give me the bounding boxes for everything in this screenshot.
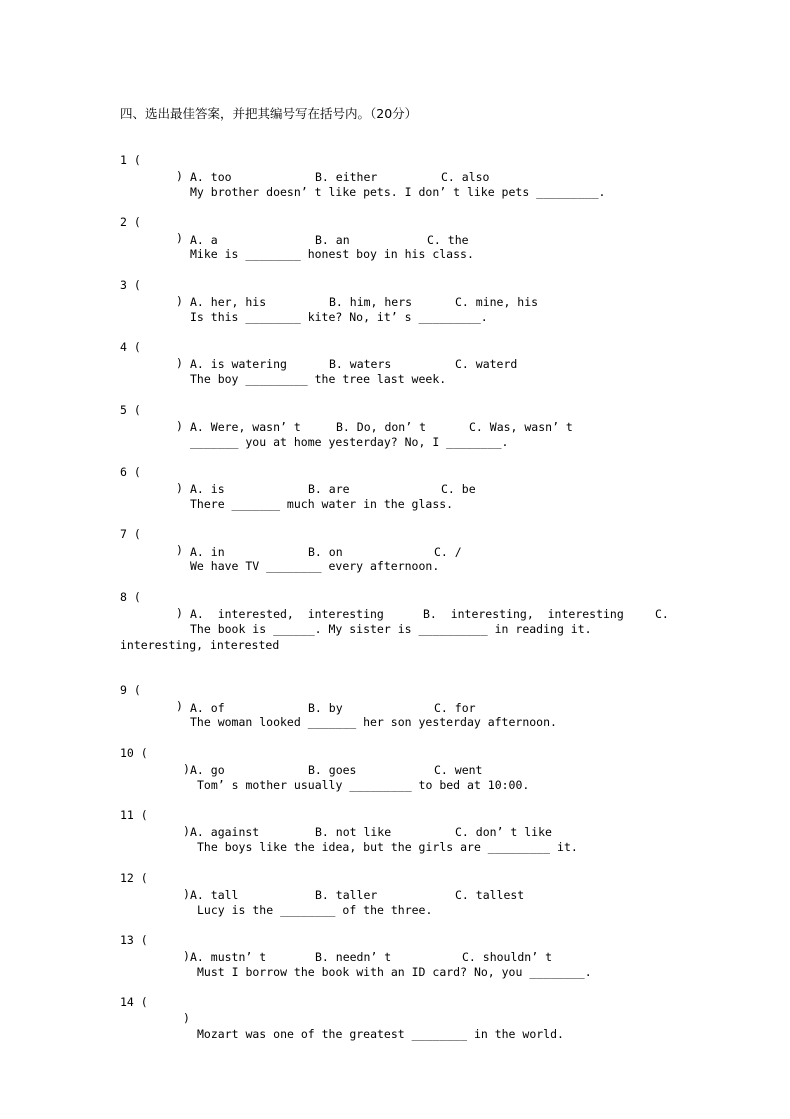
answer-bracket-close: ) — [176, 481, 183, 495]
option-b: B. on — [308, 545, 343, 559]
question-text: The boys like the idea, but the girls are _________ it. — [197, 840, 578, 854]
option-b: B. Do, don’ t — [336, 420, 427, 434]
option-a: A. tall — [190, 888, 239, 902]
option-c: C. — [655, 607, 669, 621]
question-number: 10 ( — [120, 746, 148, 760]
question-number: 5 ( — [120, 403, 141, 417]
option-a: A. mustn’ t — [190, 950, 267, 964]
question-text: Lucy is the ________ of the three. — [197, 903, 433, 917]
question-text: Is this ________ kite? No, it’ s _________. — [190, 310, 488, 324]
question-number: 7 ( — [120, 527, 141, 541]
option-a: A. against — [190, 825, 260, 839]
question-number: 3 ( — [120, 278, 141, 292]
answer-bracket-close: ) — [176, 543, 183, 557]
answer-bracket-close: ) — [176, 294, 183, 308]
option-c: C. be — [441, 482, 476, 496]
option-b: B. by — [308, 701, 343, 715]
option-c-continuation: interesting, interested — [120, 638, 280, 652]
answer-bracket-close: ) — [176, 606, 183, 620]
option-a: A. is watering — [190, 357, 287, 371]
question-text: Tom’ s mother usually _________ to bed at 10:00. — [197, 778, 530, 792]
option-c: C. the — [427, 233, 469, 247]
question-text: There _______ much water in the glass. — [190, 497, 454, 511]
option-c: C. / — [434, 545, 462, 559]
question-text: Mozart was one of the greatest ________ in the world. — [197, 1027, 564, 1041]
option-c: C. went — [434, 763, 483, 777]
option-b: B. needn’ t — [315, 950, 392, 964]
option-c: C. mine, his — [455, 295, 539, 309]
question-number: 14 ( — [120, 995, 148, 1009]
option-a: A. a — [190, 233, 218, 247]
question-text: My brother doesn’ t like pets. I don’ t like pets _________. — [190, 185, 606, 199]
question-text: Must I borrow the book with an ID card? No, you ________. — [197, 965, 592, 979]
option-b: B. waters — [329, 357, 392, 371]
answer-bracket-close: ) — [176, 419, 183, 433]
question-number: 1 ( — [120, 153, 141, 167]
option-b: B. either — [315, 170, 378, 184]
option-a: A. too — [190, 170, 232, 184]
section-title: 四、选出最佳答案，并把其编号写在括号内。（20分） — [120, 106, 418, 121]
option-a: A. is — [190, 482, 225, 496]
question-text: We have TV ________ every afternoon. — [190, 559, 440, 573]
answer-bracket-close: ) — [176, 356, 183, 370]
answer-bracket-close: ) — [176, 699, 183, 713]
answer-bracket-close: ) — [183, 887, 190, 901]
option-a: A. her, his — [190, 295, 267, 309]
question-text: The book is ______. My sister is __________ in reading it. — [190, 622, 592, 636]
option-c: C. waterd — [455, 357, 518, 371]
option-c: C. shouldn’ t — [462, 950, 553, 964]
question-text: The woman looked _______ her son yesterday afternoon. — [190, 715, 557, 729]
option-b: B. goes — [308, 763, 357, 777]
option-a: A. of — [190, 701, 225, 715]
question-number: 12 ( — [120, 871, 148, 885]
answer-bracket-close: ) — [183, 762, 190, 776]
question-number: 6 ( — [120, 465, 141, 479]
question-number: 13 ( — [120, 933, 148, 947]
question-number: 9 ( — [120, 683, 141, 697]
option-a: A. interested, interesting — [190, 607, 384, 621]
question-text: Mike is ________ honest boy in his class. — [190, 247, 474, 261]
question-text: The boy _________ the tree last week. — [190, 372, 447, 386]
option-c: C. for — [434, 701, 476, 715]
option-c: C. also — [441, 170, 490, 184]
question-number: 8 ( — [120, 590, 141, 604]
option-b: B. him, hers — [329, 295, 413, 309]
answer-bracket-close: ) — [183, 949, 190, 963]
question-14 — [0, 978, 790, 1058]
question-number: 2 ( — [120, 215, 141, 229]
answer-bracket-close: ) — [176, 169, 183, 183]
option-b: B. not like — [315, 825, 392, 839]
option-a: A. go — [190, 763, 225, 777]
option-c: C. tallest — [455, 888, 525, 902]
question-number: 11 ( — [120, 808, 148, 822]
question-text: _______ you at home yesterday? No, I ________. — [190, 435, 509, 449]
answer-bracket-close: ) — [176, 231, 183, 245]
option-b: B. an — [315, 233, 350, 247]
option-a: A. in — [190, 545, 225, 559]
option-b: B. interesting, interesting — [423, 607, 624, 621]
answer-bracket-close: ) — [183, 1011, 190, 1025]
option-b: B. are — [308, 482, 350, 496]
option-b: B. taller — [315, 888, 378, 902]
option-a: A. Were, wasn’ t — [190, 420, 301, 434]
option-c: C. Was, wasn’ t — [469, 420, 573, 434]
question-number: 4 ( — [120, 340, 141, 354]
question-8 — [0, 573, 790, 653]
answer-bracket-close: ) — [183, 824, 190, 838]
option-c: C. don’ t like — [455, 825, 552, 839]
